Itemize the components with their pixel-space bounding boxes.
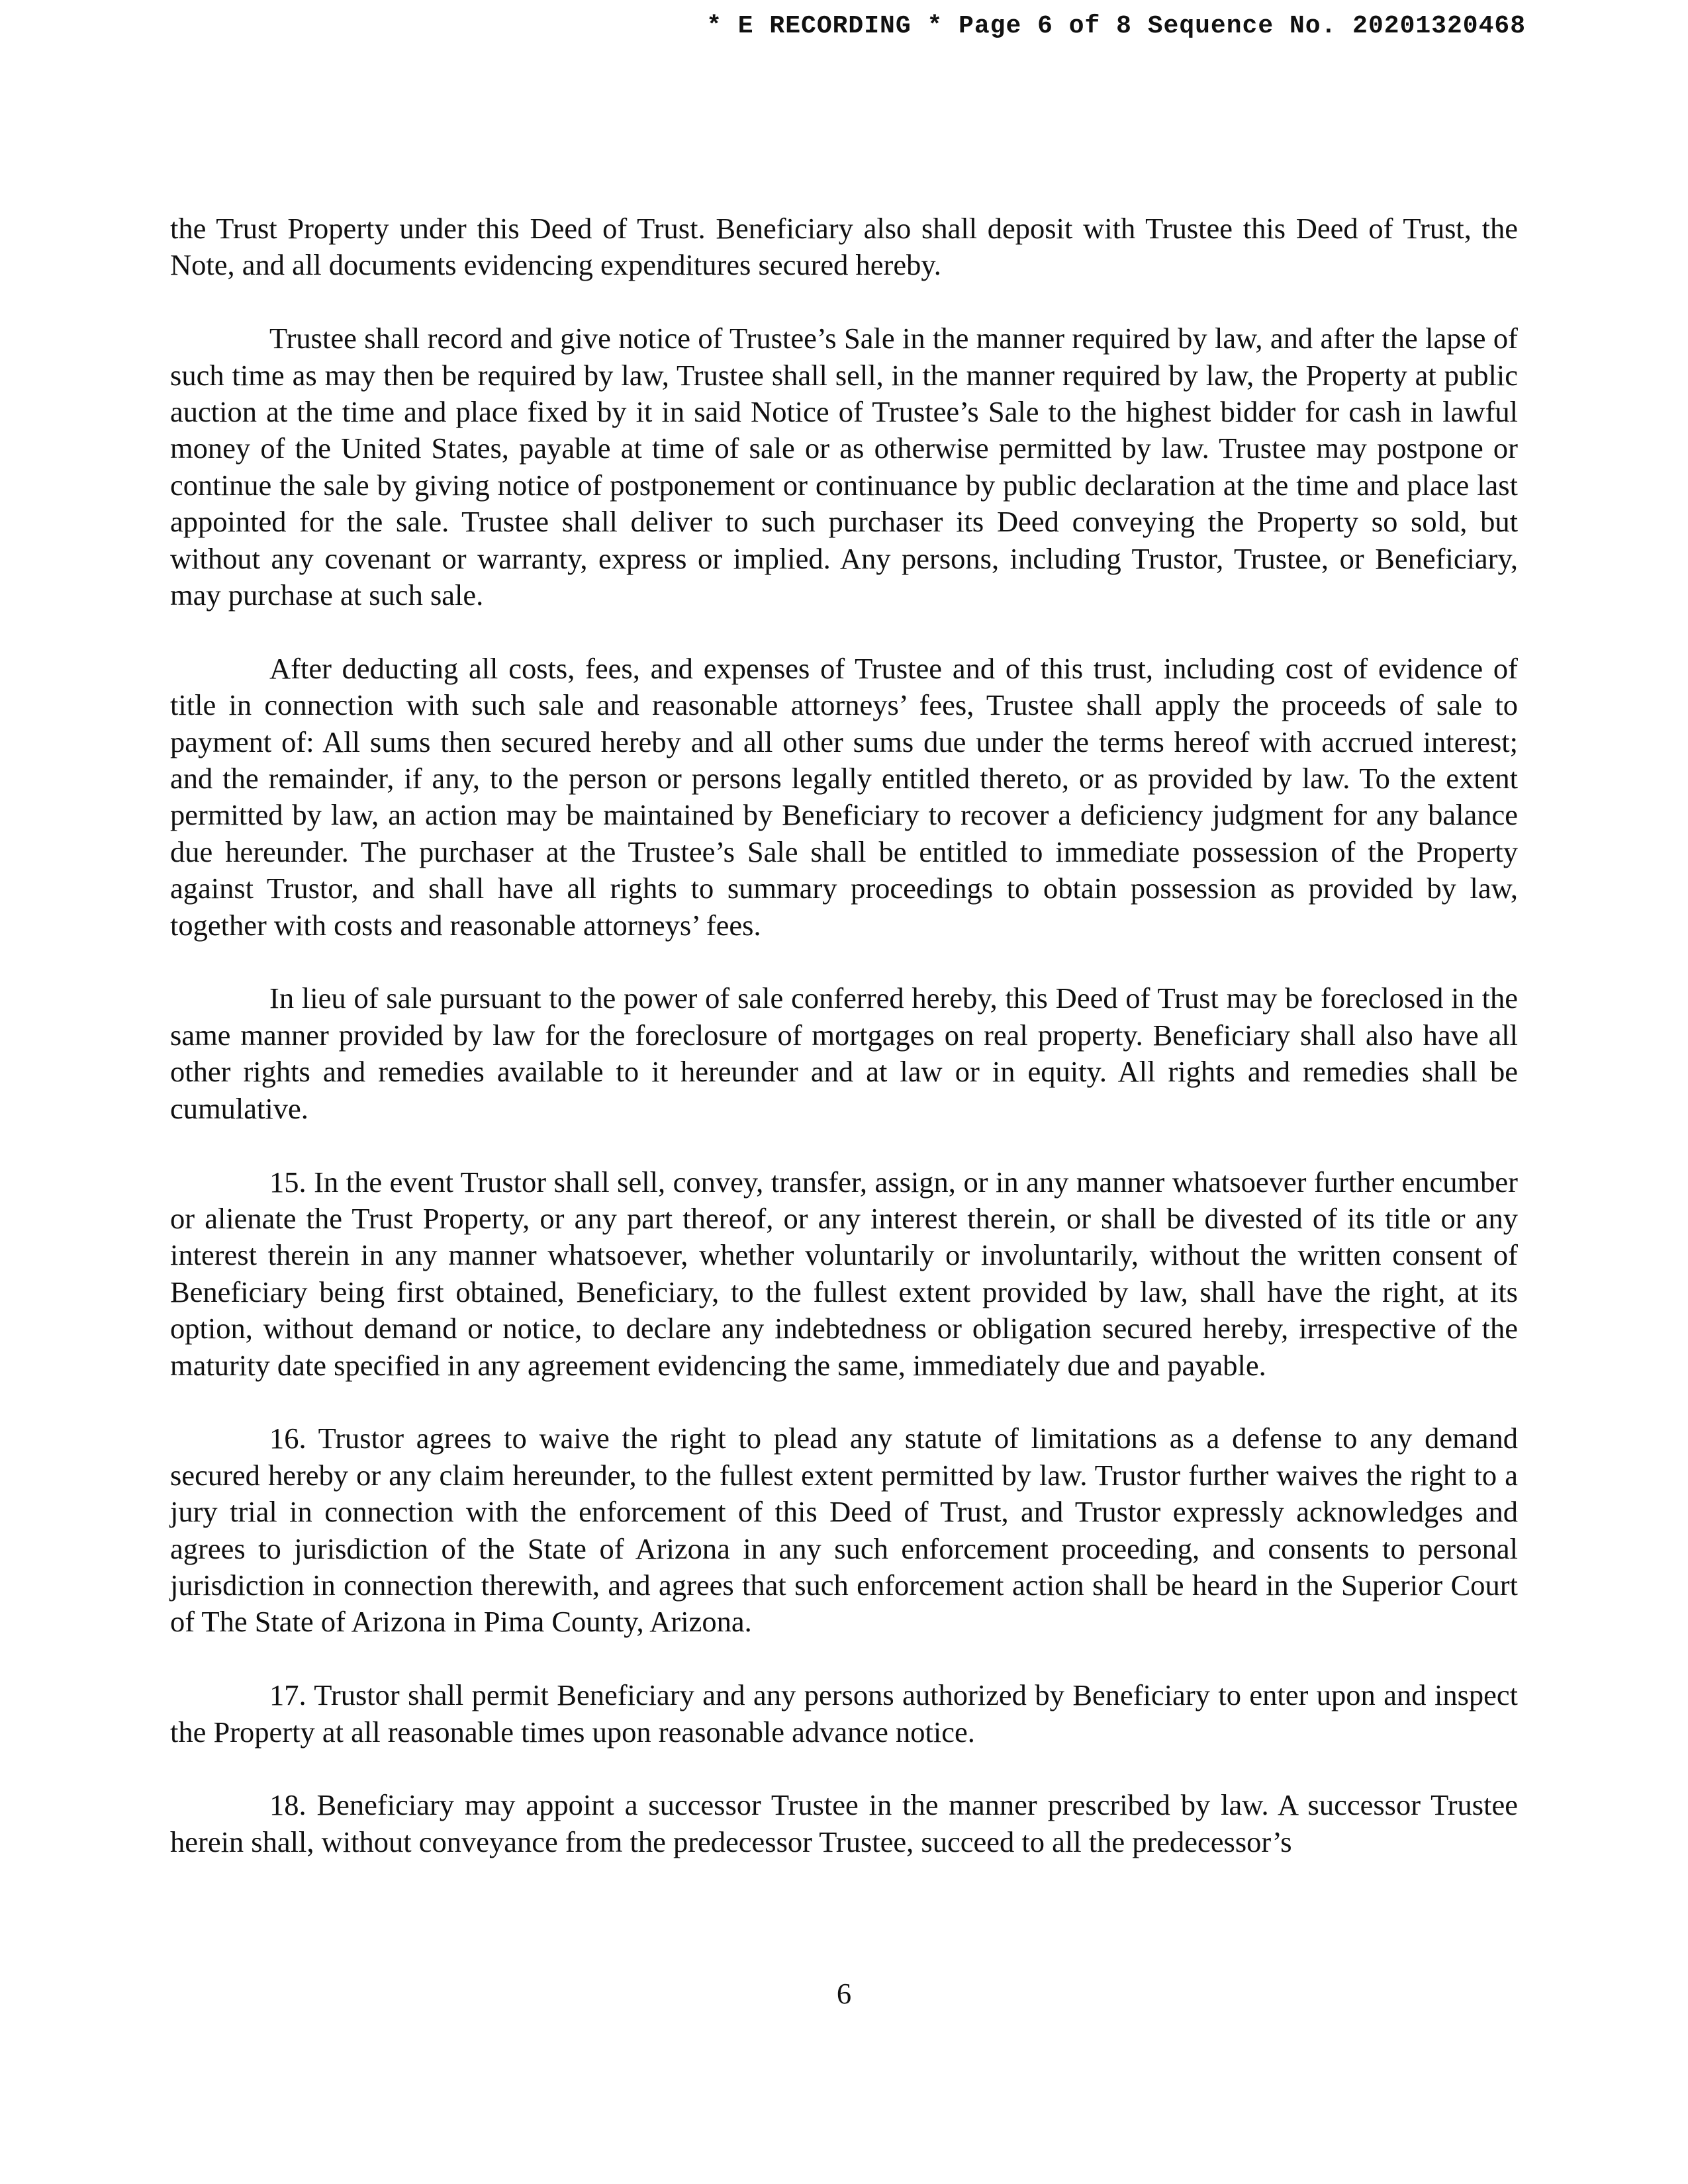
recording-stamp: * E RECORDING * Page 6 of 8 Sequence No. 20201320468 [706, 12, 1526, 40]
paragraph-section-18: 18. Beneficiary may appoint a successor Trustee in the manner prescribed by law. A successor Trustee herein shall, without conveyance from the predecessor Trustee, succeed to all the predecessor’s [170, 1788, 1518, 1858]
paragraph-trustee-sale: Trustee shall record and give notice of Trustee’s Sale in the manner required by law, and after the lapse of such time as may then be required by law, Trustee shall sell, in the manner required by law, the Property at public auction at the time and place fixed by it in said Notice of Trustee’s Sale to the highest bidder for cash in lawful money of the United States, payable at time of sale or as otherwise permitted by law. Trustee may postpone or continue the sale by giving notice of postponement or continuance by public declaration at the time and place last appointed for the sale. Trustee shall deliver to such purchaser its Deed conveying the Property so sold, but without any covenant or warranty, express or implied. Any persons, including Trustor, Trustee, or Beneficiary, may purchase at such sale. [170, 322, 1518, 612]
paragraph-foreclosure: In lieu of sale pursuant to the power of sale conferred hereby, this Deed of Trust may be foreclosed in the same manner provided by law for the foreclosure of mortgages on real property. Beneficiary shall also have all other rights and remedies available to it hereunder and at law or in equity. All rights and remedies shall be cumulative. [170, 981, 1518, 1125]
page-number: 6 [836, 1977, 852, 2010]
paragraph-section-16: 16. Trustor agrees to waive the right to plead any statute of limitations as a defense to any demand secured hereby or any claim hereunder, to the fullest extent permitted by law. Trustor further waives the right to a jury trial in connection with the enforcement of this Deed of Trust, and Trustor expressly acknowledges and agrees to jurisdiction of the State of Arizona in any such enforcement proceeding, and consents to personal jurisdiction in connection therewith, and agrees that such enforcement action shall be heard in the Superior Court of The State of Arizona in Pima County, Arizona. [170, 1422, 1518, 1639]
paragraph-section-17: 17. Trustor shall permit Beneficiary and any persons authorized by Beneficiary to enter upon and inspect the Property at all reasonable times upon reasonable advance notice. [170, 1678, 1518, 1749]
paragraph-section-15: 15. In the event Trustor shall sell, convey, transfer, assign, or in any manner whatsoever further encumber or alienate the Trust Property, or any part thereof, or any interest therein, or shall be divested of its title or any interest therein in any manner whatsoever, whether voluntarily or involuntarily, without the written consent of Beneficiary being first obtained, Beneficiary, to the fullest extent provided by law, shall have the right, at its option, without demand or notice, to declare any indebtedness or obligation secured hereby, irrespective of the maturity date specified in any agreement evidencing the same, immediately due and payable. [170, 1165, 1518, 1382]
document-body [170, 210, 1518, 1860]
paragraph-continuation: the Trust Property under this Deed of Trust. Beneficiary also shall deposit with Trustee this Deed of Trust, the Note, and all documents evidencing expenditures secured hereby. [170, 212, 1518, 282]
paragraph-proceeds: After deducting all costs, fees, and expenses of Trustee and of this trust, including cost of evidence of title in connection with such sale and reasonable attorneys’ fees, Trustee shall apply the proceeds of sale to payment of: All sums then secured hereby and all other sums due under the terms hereof with accrued interest; and the remainder, if any, to the person or persons legally entitled thereto, or as provided by law. To the extent permitted by law, an action may be maintained by Beneficiary to recover a deficiency judgment for any balance due hereunder. The purchaser at the Trustee’s Sale shall be entitled to immediate possession of the Property against Trustor, and shall have all rights to summary proceedings to obtain possession as provided by law, together with costs and reasonable attorneys’ fees. [170, 651, 1518, 942]
